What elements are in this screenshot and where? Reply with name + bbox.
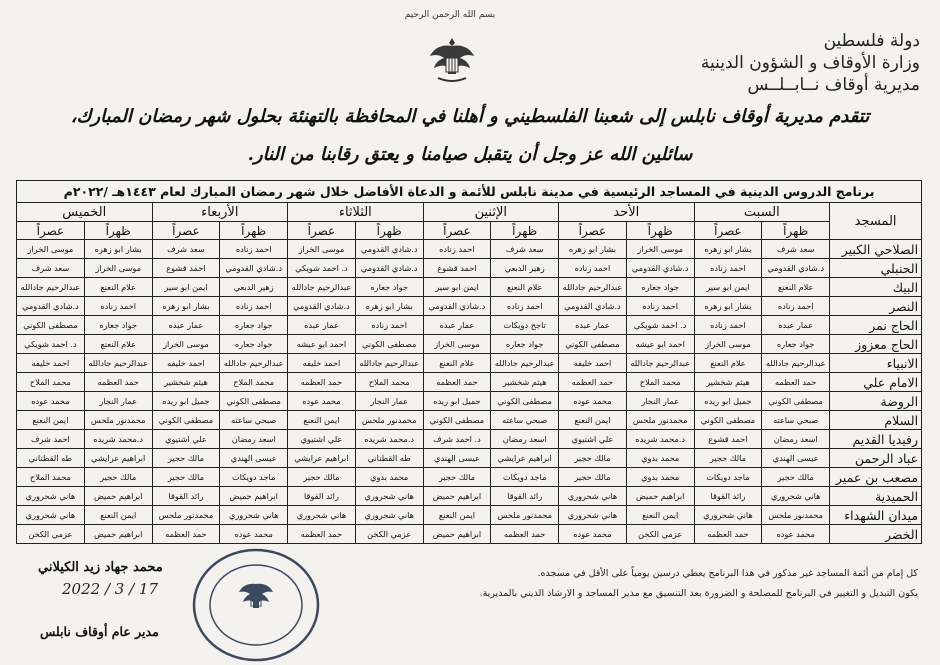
- preacher-cell: ابراهيم عرايشي: [491, 449, 559, 468]
- preacher-cell: هاني شحروري: [17, 506, 85, 525]
- mosque-name: مصعب بن عمير: [830, 468, 922, 487]
- preacher-cell: احمد زناده: [694, 316, 762, 335]
- preacher-cell: زهير الدبعي: [491, 259, 559, 278]
- table-row: [17, 373, 922, 392]
- preacher-cell: عيسى الهندي: [423, 449, 491, 468]
- preacher-cell: حمد العظمه: [762, 373, 830, 392]
- preacher-cell: هيثم شخشير: [491, 373, 559, 392]
- preacher-cell: مصطفى الكوني: [152, 411, 220, 430]
- mosque-name: الحاج معزوز: [830, 335, 922, 354]
- preacher-cell: حمد العظمه: [491, 525, 559, 544]
- letterhead: [701, 30, 920, 96]
- preacher-cell: رائد القوقا: [288, 487, 356, 506]
- preacher-cell: د. احمد شويكي: [17, 335, 85, 354]
- time-header-noon: ظهراً: [626, 222, 694, 240]
- preacher-cell: هيثم شخشير: [694, 373, 762, 392]
- preacher-cell: ابراهيم حميض: [626, 487, 694, 506]
- preacher-cell: محمد بدوي: [626, 468, 694, 487]
- preacher-cell: د.شادي القدومي: [355, 259, 423, 278]
- preacher-cell: د.شادي القدومي: [355, 240, 423, 259]
- day-header: الخميس: [17, 203, 153, 222]
- time-header-noon: ظهراً: [355, 222, 423, 240]
- preacher-cell: حمد العظمه: [288, 525, 356, 544]
- preacher-cell: اسعد رمضان: [491, 430, 559, 449]
- time-header-afternoon: عصراً: [152, 222, 220, 240]
- greeting-line-2: سائلين الله عز وجل أن يتقبل صيامنا و يعتق رقابنا من النار.: [247, 144, 693, 165]
- preacher-cell: مالك حجير: [152, 468, 220, 487]
- preacher-cell: رائد القوقا: [152, 487, 220, 506]
- day-header: الأحد: [559, 203, 695, 222]
- basmala: بسم الله الرحمن الرحيم: [404, 10, 496, 20]
- preacher-cell: عبدالرحيم جادالله: [17, 278, 85, 297]
- preacher-cell: د.شادي القدومي: [220, 259, 288, 278]
- preacher-cell: حمد العظمه: [694, 525, 762, 544]
- preacher-cell: محمد عوده: [288, 392, 356, 411]
- preacher-cell: هاني شحروري: [355, 506, 423, 525]
- preacher-cell: احمد خليفه: [152, 354, 220, 373]
- preacher-cell: احمد ابو عيشه: [288, 335, 356, 354]
- mosque-name: الانبياء: [830, 354, 922, 373]
- time-header-afternoon: عصراً: [694, 222, 762, 240]
- preacher-cell: طه القطناني: [17, 449, 85, 468]
- preacher-cell: طه القطناني: [355, 449, 423, 468]
- preacher-cell: جواد جعاره: [626, 278, 694, 297]
- preacher-cell: احمد زناده: [84, 297, 152, 316]
- preacher-cell: احمد خليفه: [288, 354, 356, 373]
- handwritten-date: 2022 / 3 / 17: [62, 580, 158, 598]
- table-row: [17, 297, 922, 316]
- preacher-cell: علام النعنع: [423, 354, 491, 373]
- preacher-cell: هاني شحروري: [559, 487, 627, 506]
- preacher-cell: ايمن ابو سير: [423, 278, 491, 297]
- preacher-cell: هاني شحروري: [288, 506, 356, 525]
- table-row: [17, 392, 922, 411]
- preacher-cell: محمد الملاح: [17, 373, 85, 392]
- preacher-cell: عبدالرحيم جادالله: [84, 354, 152, 373]
- preacher-cell: ابراهيم حميض: [423, 525, 491, 544]
- preacher-cell: مالك حجير: [762, 468, 830, 487]
- preacher-cell: مالك حجير: [559, 449, 627, 468]
- preacher-cell: احمد زناده: [423, 240, 491, 259]
- preacher-cell: مصطفى الكوني: [762, 392, 830, 411]
- time-header-afternoon: عصراً: [17, 222, 85, 240]
- preacher-cell: علي اشتيوي: [152, 430, 220, 449]
- preacher-cell: مصطفى الكوني: [694, 411, 762, 430]
- preacher-cell: موسى الخراز: [423, 335, 491, 354]
- preacher-cell: ايمن النعنع: [626, 506, 694, 525]
- ministry-name: وزارة الأوقاف و الشؤون الدينية: [700, 53, 920, 73]
- mosque-name: السلام: [830, 411, 922, 430]
- preacher-cell: محمد بدوي: [626, 449, 694, 468]
- preacher-cell: جواد جعاره: [491, 335, 559, 354]
- greeting-line-1: تتقدم مديرية أوقاف نابلس إلى شعبنا الفلسطيني و أهلنا في المحافظة بالتهنئة بحلول شهر رمضان المبارك،: [70, 106, 870, 127]
- preacher-cell: د. احمد شويكي: [626, 316, 694, 335]
- preacher-cell: مالك حجير: [423, 468, 491, 487]
- preacher-cell: صبحي ساعته: [491, 411, 559, 430]
- preacher-cell: صبحي ساعته: [762, 411, 830, 430]
- preacher-cell: د.شادي القدومي: [626, 259, 694, 278]
- table-row: [17, 316, 922, 335]
- preacher-cell: ابراهيم حميض: [84, 525, 152, 544]
- preacher-cell: مالك حجير: [694, 449, 762, 468]
- day-header: الإثنين: [423, 203, 559, 222]
- preacher-cell: عزمي الكخن: [626, 525, 694, 544]
- preacher-cell: ايمن ابو سير: [152, 278, 220, 297]
- time-header-afternoon: عصراً: [423, 222, 491, 240]
- preacher-cell: محمدنور ملحس: [762, 506, 830, 525]
- table-row: [17, 411, 922, 430]
- preacher-cell: احمد قشوع: [152, 259, 220, 278]
- preacher-cell: ايمن النعنع: [288, 411, 356, 430]
- signatory-name: محمد جهاد زيد الكيلاني: [38, 560, 163, 575]
- preacher-cell: بشار ابو زهره: [152, 297, 220, 316]
- preacher-cell: محمد عوده: [762, 525, 830, 544]
- preacher-cell: ابراهيم عرايشي: [288, 449, 356, 468]
- preacher-cell: ماجد دويكات: [491, 468, 559, 487]
- eagle-emblem-icon: [426, 34, 478, 88]
- preacher-cell: مالك حجير: [288, 468, 356, 487]
- time-header-noon: ظهراً: [762, 222, 830, 240]
- preacher-cell: احمد ابو عيشه: [626, 335, 694, 354]
- preacher-cell: عبدالرحيم جادالله: [288, 278, 356, 297]
- preacher-cell: د. احمد شرف: [423, 430, 491, 449]
- preacher-cell: محمد الملاح: [626, 373, 694, 392]
- preacher-cell: د.محمد شريده: [84, 430, 152, 449]
- preacher-cell: جواد جعاره: [220, 316, 288, 335]
- preacher-cell: ماجد دويكات: [694, 468, 762, 487]
- table-row: [17, 278, 922, 297]
- day-header: الأربعاء: [152, 203, 288, 222]
- preacher-cell: عزمي الكخن: [17, 525, 85, 544]
- time-header-afternoon: عصراً: [559, 222, 627, 240]
- preacher-cell: مالك حجير: [84, 468, 152, 487]
- preacher-cell: حمد العظمه: [559, 373, 627, 392]
- preacher-cell: احمد شرف: [17, 430, 85, 449]
- mosque-header: المسجد: [830, 203, 922, 240]
- mosque-name: النصر: [830, 297, 922, 316]
- preacher-cell: عمار النجار: [626, 392, 694, 411]
- preacher-cell: عمار عبده: [288, 316, 356, 335]
- table-row: [17, 506, 922, 525]
- preacher-cell: اسعد رمضان: [220, 430, 288, 449]
- preacher-cell: محمد الملاح: [17, 468, 85, 487]
- preacher-cell: جميل ابو ريده: [423, 392, 491, 411]
- preacher-cell: هاني شحروري: [694, 506, 762, 525]
- preacher-cell: احمد زناده: [491, 297, 559, 316]
- preacher-cell: عزمي الكخن: [355, 525, 423, 544]
- mosque-name: البيك: [830, 278, 922, 297]
- mosque-name: الروضة: [830, 392, 922, 411]
- preacher-cell: د.شادي القدومي: [423, 297, 491, 316]
- preacher-cell: محمد عوده: [559, 392, 627, 411]
- mosque-name: ميدان الشهداء: [830, 506, 922, 525]
- preacher-cell: ايمن النعنع: [84, 506, 152, 525]
- signatory-title: مدير عام أوقاف نابلس: [40, 624, 159, 639]
- preacher-cell: احمد زناده: [220, 240, 288, 259]
- preacher-cell: احمد زناده: [762, 297, 830, 316]
- table-row: [17, 449, 922, 468]
- preacher-cell: بشار ابو زهره: [84, 240, 152, 259]
- preacher-cell: هاني شحروري: [220, 506, 288, 525]
- preacher-cell: د.شادي القدومي: [762, 259, 830, 278]
- mosque-name: الصلاحي الكبير: [830, 240, 922, 259]
- preacher-cell: علي اشتيوي: [288, 430, 356, 449]
- preacher-cell: محمدنور ملحس: [84, 411, 152, 430]
- preacher-cell: سعد شرف: [152, 240, 220, 259]
- preacher-cell: عمار النجار: [84, 392, 152, 411]
- preacher-cell: محمدنور ملحس: [491, 506, 559, 525]
- preacher-cell: ابراهيم عرايشي: [84, 449, 152, 468]
- preacher-cell: احمد زناده: [626, 297, 694, 316]
- preacher-cell: احمد زناده: [220, 297, 288, 316]
- preacher-cell: عمار عبده: [152, 316, 220, 335]
- preacher-cell: مصطفى الكوني: [491, 392, 559, 411]
- preacher-cell: محمدنور ملحس: [626, 411, 694, 430]
- preacher-cell: علام النعنع: [84, 335, 152, 354]
- note-changes: يكون التبديل و التغيير في البرنامج للمصلحة و الضرورة بعد التنسيق مع مدير المساجد و الارشاد الديني بالمديرية.: [479, 588, 918, 599]
- preacher-cell: احمد زناده: [355, 316, 423, 335]
- preacher-cell: بشار ابو زهره: [694, 297, 762, 316]
- preacher-cell: ابراهيم حميض: [423, 487, 491, 506]
- preacher-cell: ابراهيم حميض: [220, 487, 288, 506]
- preacher-cell: محمد عوده: [17, 392, 85, 411]
- preacher-cell: زهير الدبعي: [220, 278, 288, 297]
- preacher-cell: علام النعنع: [84, 278, 152, 297]
- preacher-cell: د. احمد شويكي: [288, 259, 356, 278]
- preacher-cell: عيسى الهندي: [220, 449, 288, 468]
- mosque-name: الحنبلي: [830, 259, 922, 278]
- table-row: [17, 430, 922, 449]
- preacher-cell: موسى الخراز: [288, 240, 356, 259]
- preacher-cell: حمد العظمه: [288, 373, 356, 392]
- preacher-cell: ماجد دويكات: [220, 468, 288, 487]
- preacher-cell: احمد خليفه: [17, 354, 85, 373]
- preacher-cell: هاني شحروري: [559, 506, 627, 525]
- preacher-cell: جواد جعاره: [220, 335, 288, 354]
- time-header-noon: ظهراً: [84, 222, 152, 240]
- preacher-cell: عبدالرحيم جادالله: [626, 354, 694, 373]
- preacher-cell: جميل ابو ريده: [694, 392, 762, 411]
- preacher-cell: عمار عبده: [559, 316, 627, 335]
- preacher-cell: تاجح دويكات: [491, 316, 559, 335]
- preacher-cell: عمار عبده: [762, 316, 830, 335]
- table-row: [17, 525, 922, 544]
- preacher-cell: عبدالرحيم جادالله: [491, 354, 559, 373]
- note-lessons: كل إمام من أئمة المساجد غير مذكور في هذا البرنامج يعطي درسين يومياً على الأقل في مسجده.: [537, 568, 918, 579]
- preacher-cell: د.محمد شريده: [626, 430, 694, 449]
- mosque-name: رفيديا القديم: [830, 430, 922, 449]
- preacher-cell: عيسى الهندي: [762, 449, 830, 468]
- preacher-cell: ايمن ابو سير: [694, 278, 762, 297]
- preacher-cell: جواد جعاره: [355, 278, 423, 297]
- preacher-cell: محمدنور ملحس: [355, 411, 423, 430]
- schedule-table: [16, 180, 922, 544]
- preacher-cell: سعد شرف: [762, 240, 830, 259]
- preacher-cell: احمد خليفه: [559, 354, 627, 373]
- time-header-noon: ظهراً: [491, 222, 559, 240]
- preacher-cell: حمد العظمه: [423, 373, 491, 392]
- preacher-cell: احمد زناده: [559, 259, 627, 278]
- preacher-cell: بشار ابو زهره: [559, 240, 627, 259]
- preacher-cell: هاني شحروري: [355, 487, 423, 506]
- table-row: [17, 259, 922, 278]
- preacher-cell: موسى الخراز: [17, 240, 85, 259]
- preacher-cell: محمد عوده: [220, 525, 288, 544]
- state-name: دولة فلسطين: [823, 31, 920, 51]
- mosque-name: الحاج نمر: [830, 316, 922, 335]
- preacher-cell: رائد القوقا: [694, 487, 762, 506]
- mosque-name: الحميدية: [830, 487, 922, 506]
- preacher-cell: عبدالرحيم جادالله: [559, 278, 627, 297]
- preacher-cell: ايمن النعنع: [423, 506, 491, 525]
- preacher-cell: موسى الخراز: [694, 335, 762, 354]
- preacher-cell: حمد العظمه: [152, 525, 220, 544]
- preacher-cell: هيثم شخشير: [152, 373, 220, 392]
- preacher-cell: مصطفى الكوني: [355, 335, 423, 354]
- preacher-cell: جواد جعاره: [84, 316, 152, 335]
- preacher-cell: بشار ابو زهره: [694, 240, 762, 259]
- preacher-cell: صبحي ساعته: [220, 411, 288, 430]
- preacher-cell: هاني شحروري: [17, 487, 85, 506]
- preacher-cell: احمد قشوع: [694, 430, 762, 449]
- preacher-cell: عمار النجار: [355, 392, 423, 411]
- preacher-cell: موسى الخراز: [626, 240, 694, 259]
- table-row: [17, 240, 922, 259]
- table-row: [17, 487, 922, 506]
- preacher-cell: مصطفى الكوني: [423, 411, 491, 430]
- time-header-noon: ظهراً: [220, 222, 288, 240]
- table-row: [17, 335, 922, 354]
- preacher-cell: مصطفى الكوني: [559, 335, 627, 354]
- official-stamp-icon: [190, 546, 322, 664]
- mosque-name: عباد الرحمن: [830, 449, 922, 468]
- time-header-afternoon: عصراً: [288, 222, 356, 240]
- preacher-cell: مصطفى الكوني: [220, 392, 288, 411]
- preacher-cell: د.محمد شريده: [355, 430, 423, 449]
- preacher-cell: اسعد رمضان: [762, 430, 830, 449]
- preacher-cell: موسى الخراز: [152, 335, 220, 354]
- preacher-cell: ابراهيم حميض: [84, 487, 152, 506]
- preacher-cell: علام النعنع: [694, 354, 762, 373]
- preacher-cell: علام النعنع: [491, 278, 559, 297]
- preacher-cell: هاني شحروري: [762, 487, 830, 506]
- mosque-name: الامام علي: [830, 373, 922, 392]
- directorate-name: مديرية أوقاف نــابــلــس: [747, 75, 920, 95]
- preacher-cell: علي اشتيوي: [559, 430, 627, 449]
- day-header: السبت: [694, 203, 830, 222]
- preacher-cell: احمد قشوع: [423, 259, 491, 278]
- preacher-cell: محمدنور ملحس: [152, 506, 220, 525]
- preacher-cell: د.شادي القدومي: [17, 297, 85, 316]
- schedule-title: برنامج الدروس الدينية في المساجد الرئيسية في مدينة نابلس للأئمة و الدعاة الأفاضل خلال شهر رمضان المبارك لعام ١٤٤٣هـ /٢٠٢٢م: [17, 181, 922, 203]
- preacher-cell: سعد شرف: [491, 240, 559, 259]
- preacher-cell: علام النعنع: [762, 278, 830, 297]
- preacher-cell: احمد زناده: [694, 259, 762, 278]
- preacher-cell: محمد عوده: [559, 525, 627, 544]
- preacher-cell: سعد شرف: [17, 259, 85, 278]
- preacher-cell: بشار ابو زهره: [355, 297, 423, 316]
- mosque-name: الخضر: [830, 525, 922, 544]
- table-row: [17, 468, 922, 487]
- preacher-cell: جميل ابو ريده: [152, 392, 220, 411]
- table-row: [17, 354, 922, 373]
- preacher-cell: عمار عبده: [423, 316, 491, 335]
- preacher-cell: حمد العظمه: [84, 373, 152, 392]
- preacher-cell: محمد بدوي: [355, 468, 423, 487]
- day-header: الثلاثاء: [288, 203, 424, 222]
- preacher-cell: مصطفى الكوني: [17, 316, 85, 335]
- preacher-cell: موسى الخراز: [84, 259, 152, 278]
- preacher-cell: رائد القوقا: [491, 487, 559, 506]
- preacher-cell: عبدالرحيم جادالله: [762, 354, 830, 373]
- preacher-cell: ايمن النعنع: [17, 411, 85, 430]
- preacher-cell: محمد الملاح: [220, 373, 288, 392]
- preacher-cell: ايمن النعنع: [559, 411, 627, 430]
- preacher-cell: د.شادي القدومي: [288, 297, 356, 316]
- preacher-cell: جواد جعاره: [762, 335, 830, 354]
- preacher-cell: د.شادي القدومي: [559, 297, 627, 316]
- preacher-cell: مالك حجير: [559, 468, 627, 487]
- preacher-cell: عبدالرحيم جادالله: [220, 354, 288, 373]
- preacher-cell: محمد الملاح: [355, 373, 423, 392]
- preacher-cell: عبدالرحيم جادالله: [355, 354, 423, 373]
- preacher-cell: مالك حجير: [152, 449, 220, 468]
